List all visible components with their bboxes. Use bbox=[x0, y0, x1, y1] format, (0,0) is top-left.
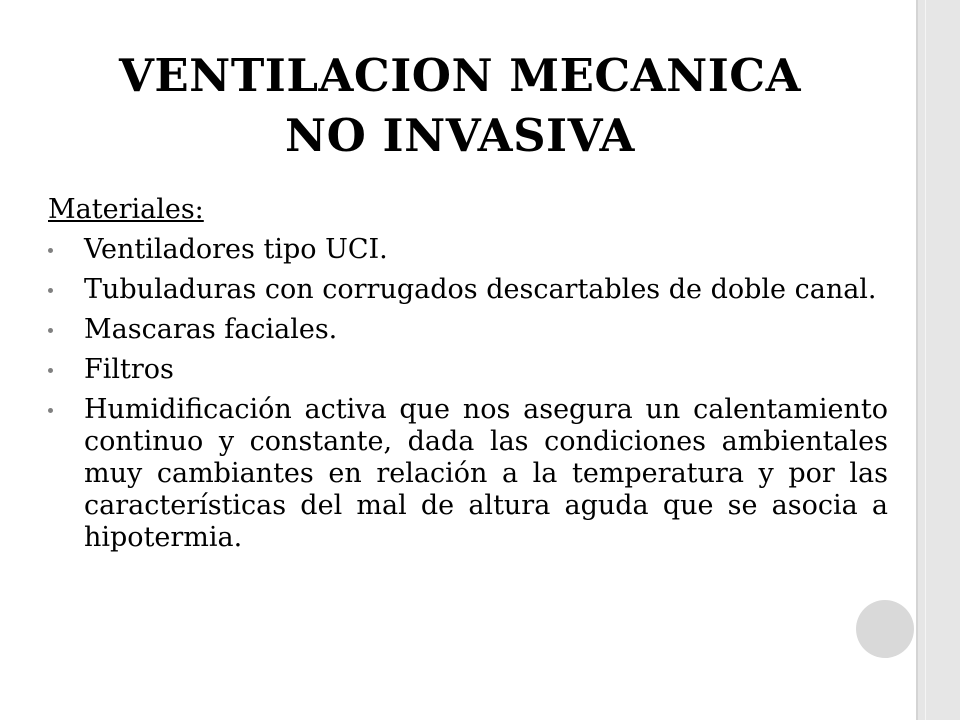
right-stripe-highlight bbox=[925, 0, 926, 720]
bullet-dot-icon bbox=[48, 368, 53, 373]
bullet-dot-icon bbox=[48, 408, 53, 413]
list-item bbox=[48, 394, 888, 554]
bullet-dot-icon bbox=[48, 288, 53, 293]
slide-title bbox=[40, 46, 880, 166]
slide-content bbox=[48, 194, 888, 562]
list-item-text: Ventiladores tipo UCI. bbox=[84, 234, 388, 265]
list-item-text: Humidificación activa que nos asegura un calentamiento continuo y constante, dada las condiciones ambientales muy cambiantes en relación a la temperatura y por las características del mal de altura aguda que se asocia a hipotermia. bbox=[84, 394, 888, 553]
list-item-text: Mascaras faciales. bbox=[84, 314, 338, 345]
slide-title-line-1: VENTILACION MECANICA bbox=[118, 49, 802, 102]
slide-title-line-2: NO INVASIVA bbox=[285, 109, 635, 162]
list-item bbox=[48, 234, 888, 266]
list-item bbox=[48, 314, 888, 346]
list-item bbox=[48, 274, 888, 306]
list-item bbox=[48, 354, 888, 386]
bullet-dot-icon bbox=[48, 328, 53, 333]
list-item-text: Filtros bbox=[84, 354, 174, 385]
materials-list bbox=[48, 234, 888, 554]
materials-heading: Materiales: bbox=[48, 194, 204, 225]
list-item-text: Tubuladuras con corrugados descartables de doble canal. bbox=[84, 274, 877, 305]
bullet-dot-icon bbox=[48, 248, 53, 253]
decorative-circle bbox=[856, 600, 914, 658]
